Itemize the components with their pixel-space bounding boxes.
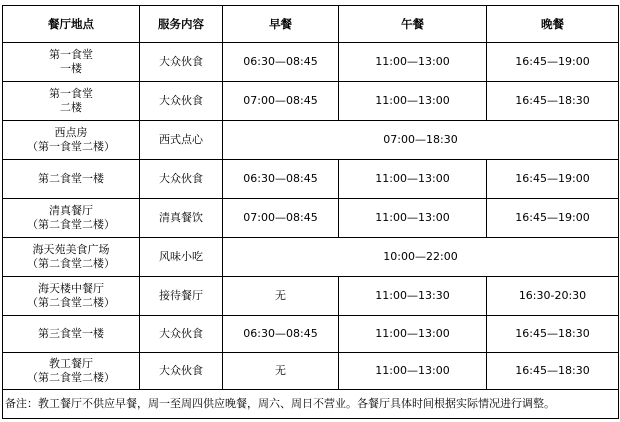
service-cell: 清真餐饮: [140, 199, 223, 238]
breakfast-cell: 无: [223, 353, 339, 390]
location-line: 二楼: [60, 101, 82, 114]
table-row: [3, 238, 619, 277]
dinner-cell: 16:45—18:30: [487, 353, 619, 390]
header-location: 餐厅地点: [3, 6, 140, 43]
location-line: 清真餐厅: [49, 204, 93, 217]
location-line: 西点房: [54, 126, 88, 139]
dinner-cell: 16:45—19:00: [487, 160, 619, 199]
breakfast-cell: 06:30—08:45: [223, 316, 339, 353]
location-line: 第三食堂一楼: [38, 327, 104, 340]
service-cell: 大众伙食: [140, 160, 223, 199]
location-line: （第二食堂二楼）: [27, 371, 115, 384]
dinner-cell: 16:45—19:00: [487, 199, 619, 238]
header-row: [3, 6, 619, 43]
dining-hours-table: [2, 5, 619, 419]
note-row: [3, 390, 619, 419]
service-cell: 西式点心: [140, 121, 223, 160]
header-service: 服务内容: [140, 6, 223, 43]
location-line: 海天楼中餐厅: [38, 282, 104, 295]
location-line: 第一食堂: [49, 48, 93, 61]
header-breakfast: 早餐: [223, 6, 339, 43]
location-cell: [3, 199, 140, 238]
location-line: 第二食堂一楼: [38, 172, 104, 185]
lunch-cell: 11:00—13:00: [339, 82, 487, 121]
table-row: [3, 160, 619, 199]
service-cell: 大众伙食: [140, 316, 223, 353]
location-line: 一楼: [60, 62, 82, 75]
location-cell: [3, 353, 140, 390]
note-text: 备注：教工餐厅不供应早餐，周一至周四供应晚餐，周六、周日不营业。各餐厅具体时间根据实际情况进行调整。: [3, 390, 619, 419]
location-cell: [3, 160, 140, 199]
breakfast-cell: 06:30—08:45: [223, 160, 339, 199]
dinner-cell: 16:30-20:30: [487, 277, 619, 316]
breakfast-cell: 07:00—08:45: [223, 82, 339, 121]
service-cell: 大众伙食: [140, 353, 223, 390]
dinner-cell: 16:45—18:30: [487, 316, 619, 353]
location-line: （第二食堂二楼）: [27, 296, 115, 309]
lunch-cell: 11:00—13:00: [339, 43, 487, 82]
table-row: [3, 199, 619, 238]
location-cell: [3, 82, 140, 121]
breakfast-cell: 07:00—08:45: [223, 199, 339, 238]
service-cell: 接待餐厅: [140, 277, 223, 316]
lunch-cell: 11:00—13:00: [339, 160, 487, 199]
lunch-cell: 11:00—13:00: [339, 199, 487, 238]
location-line: 海天苑美食广场: [32, 243, 110, 256]
location-cell: [3, 121, 140, 160]
location-line: 教工餐厅: [49, 357, 93, 370]
location-line: （第二食堂二楼）: [27, 257, 115, 270]
location-cell: [3, 277, 140, 316]
service-cell: 大众伙食: [140, 43, 223, 82]
table-row: [3, 316, 619, 353]
location-line: 第一食堂: [49, 87, 93, 100]
table-row: [3, 277, 619, 316]
table-row: [3, 43, 619, 82]
lunch-cell: 11:00—13:30: [339, 277, 487, 316]
all-day-hours-cell: 07:00—18:30: [223, 121, 619, 160]
service-cell: 风味小吃: [140, 238, 223, 277]
location-cell: [3, 43, 140, 82]
header-lunch: 午餐: [339, 6, 487, 43]
table-row: [3, 82, 619, 121]
lunch-cell: 11:00—13:00: [339, 353, 487, 390]
breakfast-cell: 无: [223, 277, 339, 316]
breakfast-cell: 06:30—08:45: [223, 43, 339, 82]
lunch-cell: 11:00—13:00: [339, 316, 487, 353]
table-row: [3, 353, 619, 390]
location-line: （第二食堂二楼）: [27, 218, 115, 231]
location-cell: [3, 316, 140, 353]
location-cell: [3, 238, 140, 277]
dinner-cell: 16:45—18:30: [487, 82, 619, 121]
all-day-hours-cell: 10:00—22:00: [223, 238, 619, 277]
dinner-cell: 16:45—19:00: [487, 43, 619, 82]
table-row: [3, 121, 619, 160]
service-cell: 大众伙食: [140, 82, 223, 121]
location-line: （第一食堂二楼）: [27, 140, 115, 153]
header-dinner: 晚餐: [487, 6, 619, 43]
